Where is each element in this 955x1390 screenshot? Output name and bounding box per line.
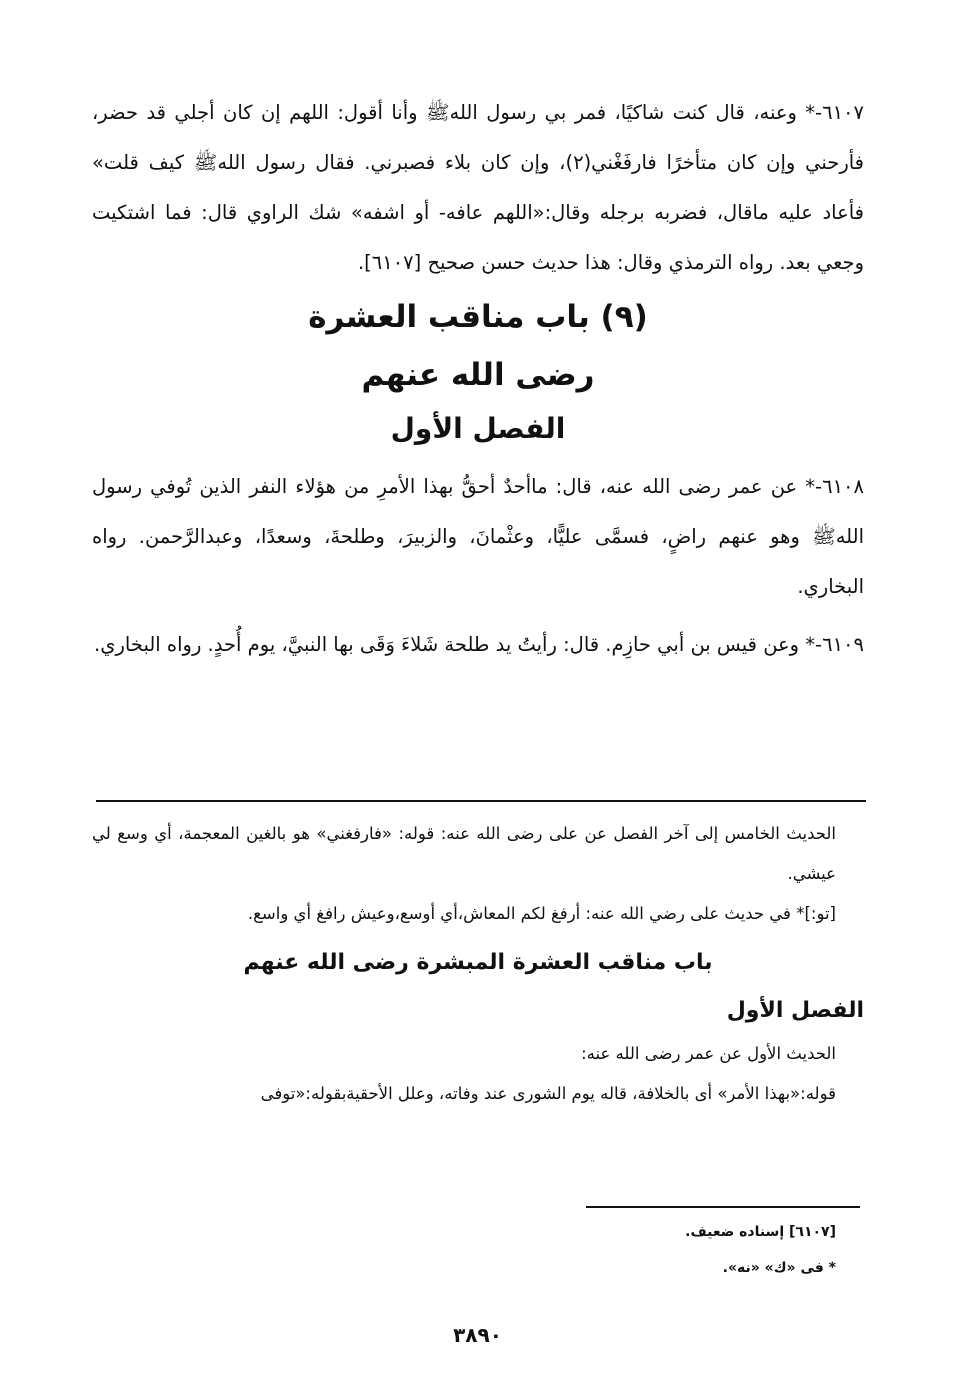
- chapter-title-line1: (٩) باب مناقب العشرة: [308, 299, 648, 335]
- hadith-6109: ٦١٠٩-* وعن قيس بن أبي حازِم. قال: رأيتُ يد طلحة شَلاءَ وَقَى بها النبيَّ، يوم أُحدٍ. رواه البخاري.: [94, 633, 864, 656]
- commentary-section-heading: الفصل الأول: [726, 998, 864, 1023]
- main-text-block: [92, 88, 864, 670]
- footnote-divider: [586, 1206, 860, 1208]
- footnote-2: * فى «ك» «نه».: [722, 1260, 836, 1276]
- hadith-6108: ٦١٠٨-* عن عمر رضى الله عنه، قال: ماأحدٌ أحقُّ بهذا الأمرِ من هؤلاء النفر الذين تُوفي رسول اللهﷺ وهو عنهم راضٍ، فسمَّى عليًّا، وعثْمانَ، والزبيرَ، وطلحةَ، وسعدًا، وعبدالرَّحمن. رواه البخاري.: [92, 475, 864, 598]
- section-title: الفصل الأول: [390, 412, 566, 445]
- main-divider: [96, 800, 866, 802]
- chapter-title-line2: رضى الله عنهم: [361, 357, 595, 393]
- commentary-para-4: قوله:«بهذا الأمر» أى بالخلافة، قاله يوم الشورى عند وفاته، وعلل الأحقيةبقوله:«توفى: [260, 1084, 836, 1103]
- footnotes-block: [586, 1214, 836, 1286]
- commentary-para-2: [تو:]* في حديث على رضي الله عنه: أرفغ لكم المعاش،أي أوسع،وعيش رافغ أي واسع.: [247, 904, 836, 923]
- page-number: ٣٨٩٠: [453, 1323, 502, 1347]
- hadith-6107: ٦١٠٧-* وعنه، قال كنت شاكيًا، فمر بي رسول اللهﷺ وأنا أقول: اللهم إن كان أجلي قد حضر، فأرحني وإن كان متأخرًا فارفَغْني(٢)، وإن كان بلاء فصبرني. فقال رسول اللهﷺ كيف قلت» فأعاد عليه ماقال، فضربه برجله وقال:«اللهم عافه- أو اشفه» شك الراوي قال: فما اشتكيت وجعي بعد. رواه الترمذي وقال: هذا حديث حسن صحيح [٦١٠٧].: [92, 101, 864, 274]
- commentary-para-1: الحديث الخامس إلى آخر الفصل عن على رضى الله عنه: قوله: «فارفغني» هو بالغين المعجمة، أي وسع لي عيشي.: [92, 824, 836, 883]
- commentary-chapter-heading: باب مناقب العشرة المبشرة رضى الله عنهم: [243, 950, 713, 975]
- commentary-para-3: الحديث الأول عن عمر رضى الله عنه:: [581, 1044, 836, 1063]
- footnote-1: [٦١٠٧] إسناده ضعيف.: [685, 1224, 836, 1240]
- commentary-block: [92, 814, 864, 1114]
